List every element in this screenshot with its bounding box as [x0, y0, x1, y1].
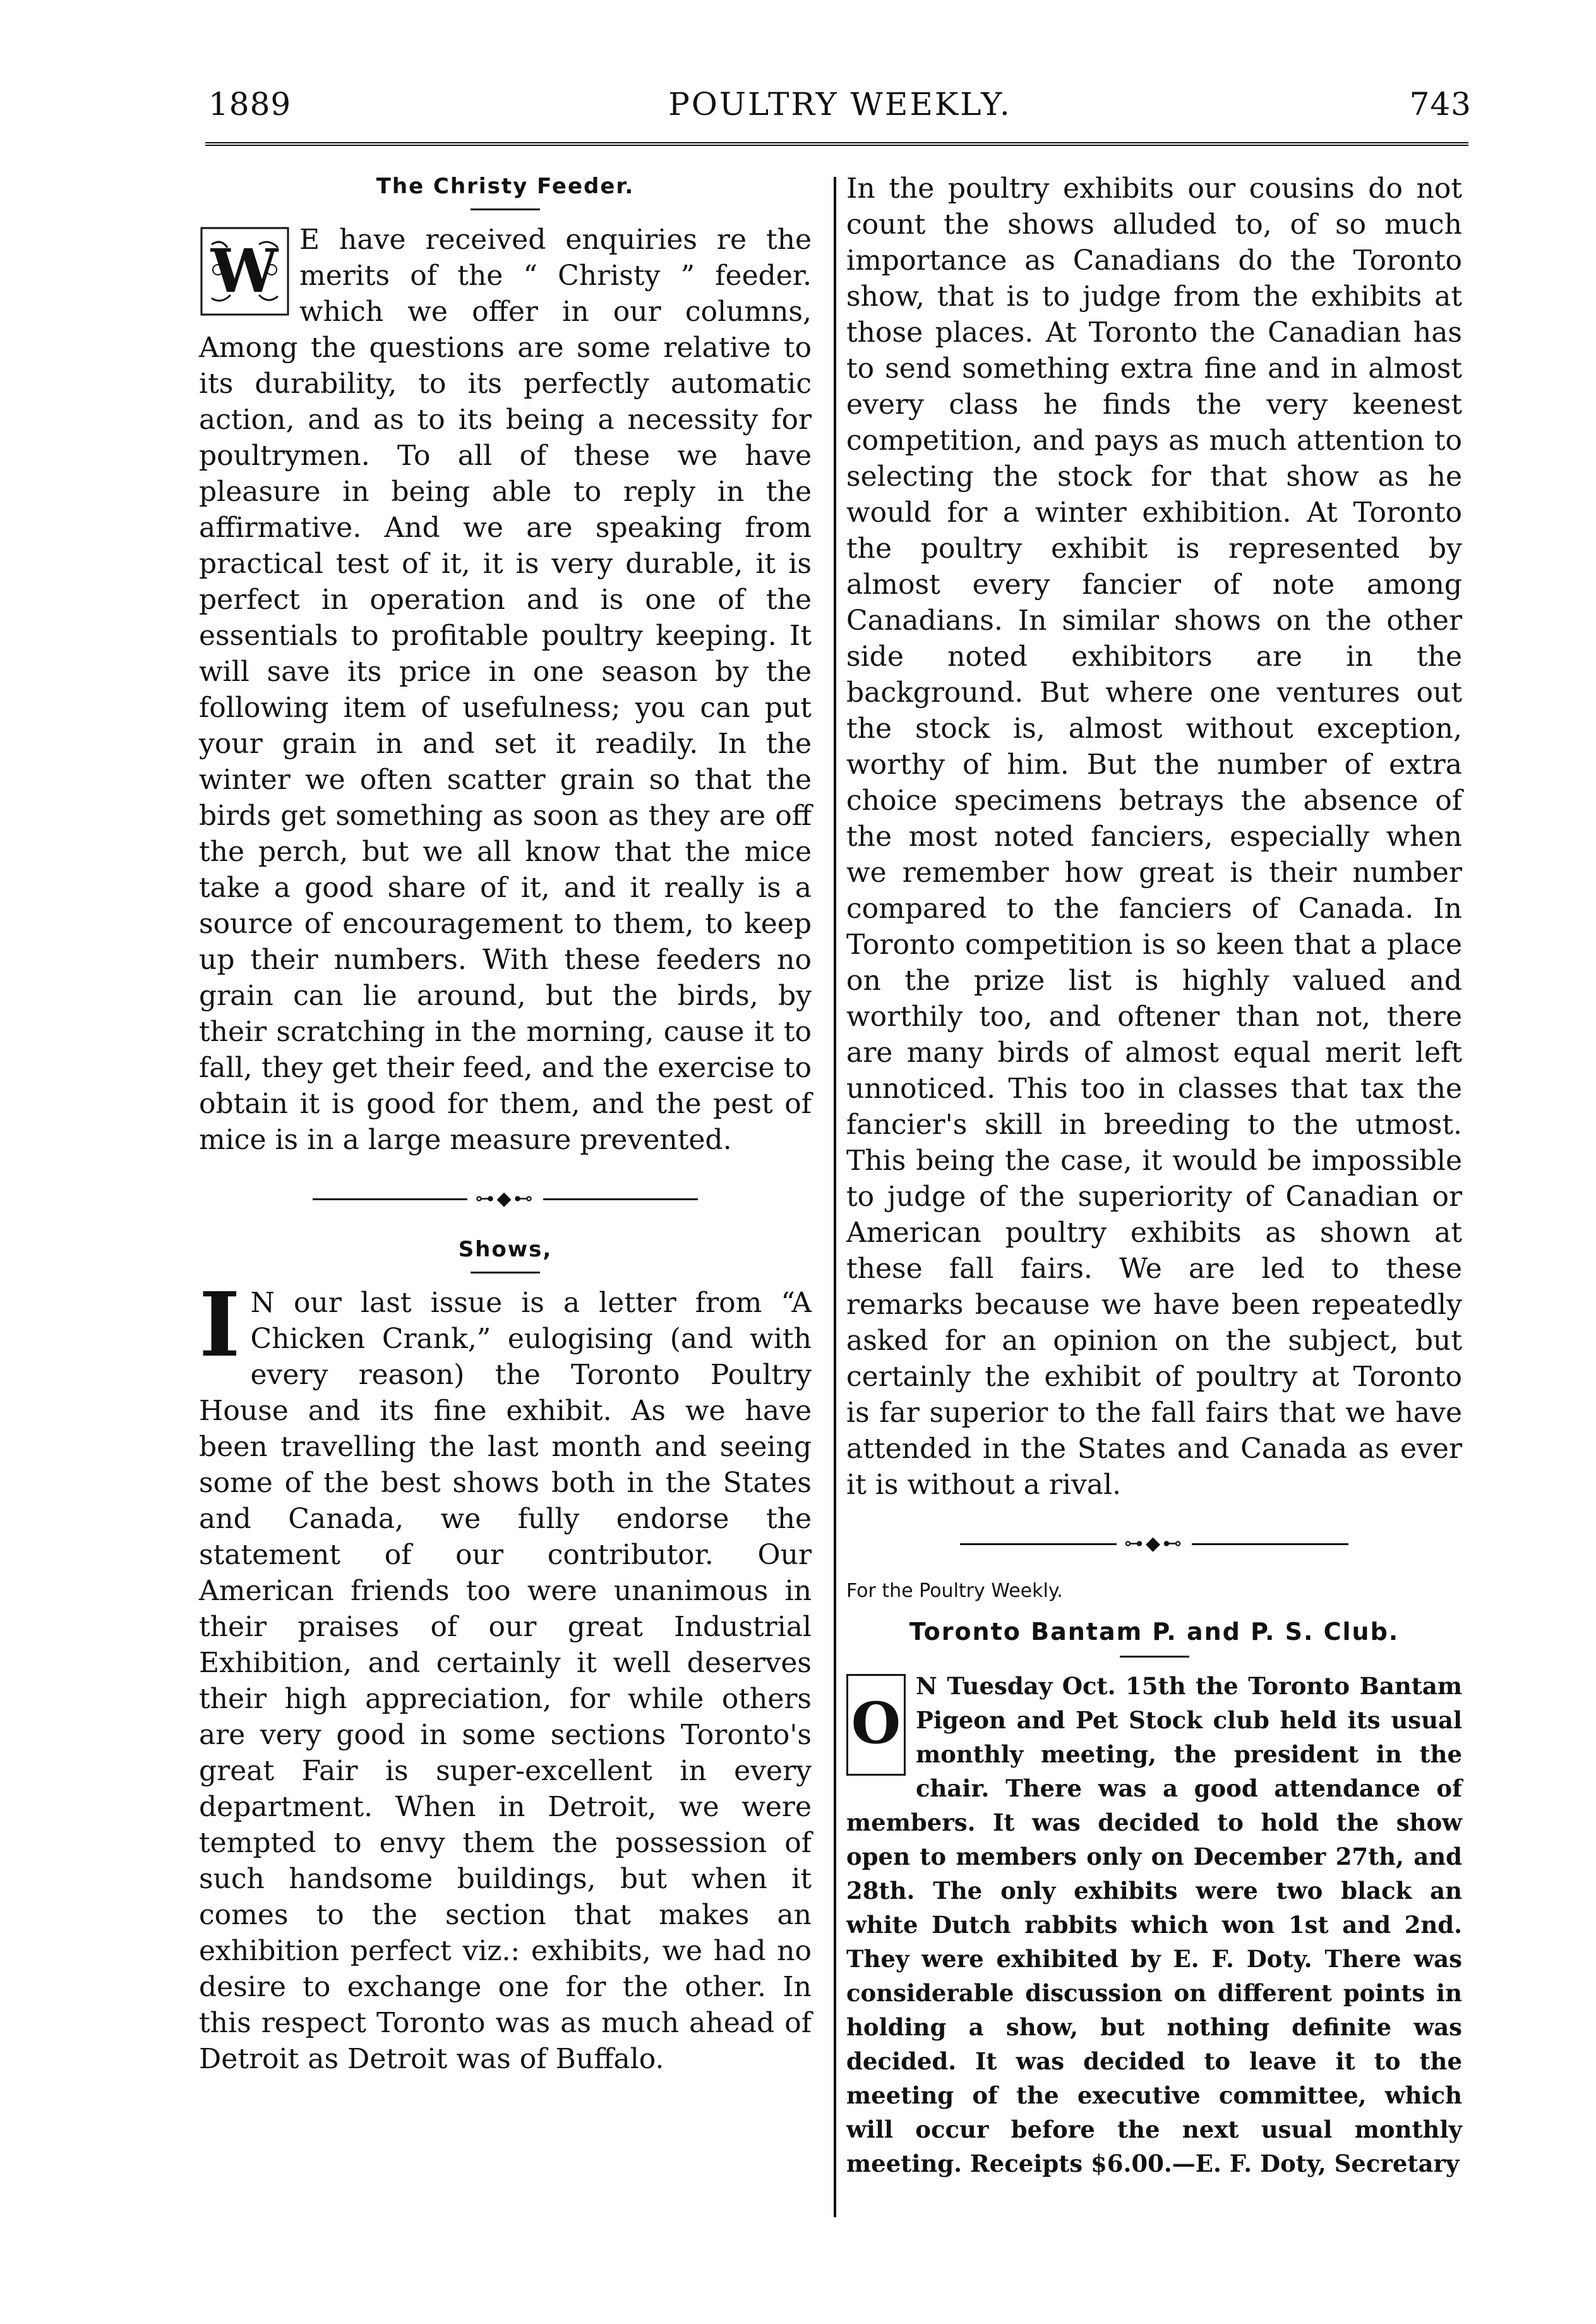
article-heading-christy-feeder: The Christy Feeder.	[376, 174, 635, 199]
ornate-dropcap-w	[199, 226, 291, 317]
page-number: 743	[1409, 86, 1472, 123]
article-heading-shows: Shows,	[458, 1237, 553, 1262]
page-header	[208, 85, 1472, 142]
svg-text:W: W	[210, 236, 279, 306]
heading-rule	[471, 208, 540, 210]
shows-continued-text: In the poultry exhibits our cousins do not count the shows alluded to, of so much importance as Canadians do the Toronto show, that is to judge from the exhibits at those places. At Toronto the Canadian has to send something extra fine and in almost every class he finds the very keenest competition, and pays as much attention to selecting the stock for that show as he would for a winter exhibition. At Toronto the poultry exhibit is represented by almost every fancier of note among Canadians. In similar shows on the other side noted exhibitors are in the background. But where one ventures out the stock is, almost without exception, worthy of him. But the number of extra choice specimens betrays the absence of the most noted fanciers, especially when we remember how great is their number compared to the fanciers of Canada. In Toronto competition is so keen that a place on the prize list is highly valued and worthily too, and oftener than not, there are many birds of almost equal merit left unnoticed. This too in classes that tax the fancier's skill in breeding to the utmost. This being the case, it would be impossible to judge of the superiority of Canadian or American poultry exhibits as shown at these fall fairs. We are led to these remarks because we have been repeatedly asked for an opinion on the subject, but certainly the exhibit of poultry at Toronto is far superior to the fall fairs that we have attended in the States and Canada as ever it is without a rival.	[846, 172, 1462, 1501]
section-divider: ⊶◆⊷	[199, 1189, 812, 1208]
article-body: E have received enquiries re the merits of the “ Christy ” feeder. which we offer in our columns, Among the questions are some relative to its durability, to its perfectly automatic action, and as to its being a necessity for poultrymen. To all of these we have pleasure in being able to reply in the affirmative. And we are speaking from practical test of it, it is very durable, it is perfect in operation and is one of the essentials to profitable poultry keeping. It will save its price in one season by the following item of usefulness; you can put your grain in and set it readily. In the winter we often scatter grain so that the birds get something as soon as they are off the perch, but we all know that the mice take a good share of it, and it really is a source of encouragement to them, to keep up their numbers. With these feeders no grain can lie around, but the birds, by their scratching in the morning, cause it to fall, they get their feed, and the exercise to obtain it is good for them, and the pest of mice is in a large measure prevented.	[199, 224, 812, 1156]
article-christy-feeder	[199, 222, 812, 1158]
publication-title: POULTRY WEEKLY.	[668, 86, 1012, 123]
column-divider	[834, 177, 836, 2217]
article-shows	[199, 1273, 812, 2077]
right-column	[846, 171, 1462, 2181]
section-divider: ⊶◆⊷	[846, 1534, 1462, 1553]
left-column	[199, 171, 812, 2077]
article-body: N our last issue is a letter from “A Chicken Crank,” eulogising (and with every reason) the Toronto Poultry House and its fine exhibit. As we have been travelling the last month and seeing some of the best shows both in the States and Canada, we fully endorse the statement of our contributor. Our American friends too were unanimous in their praises of our great Industrial Exhibition, and certainly it well deserves their high appreciation, for while others are very good in some sections Toronto's great Fair is super-excellent in every department. When in Detroit, we were tempted to envy them the possession of such handsome buildings, but when it comes to the section that makes an exhibition perfect viz.: exhibits, we had no desire to exchange one for the other. In this respect Toronto was as much ahead of Detroit as Detroit was of Buffalo.	[199, 1287, 812, 2075]
article-bantam-club	[846, 1669, 1462, 2181]
header-year: 1889	[208, 86, 292, 123]
heading-rule	[1120, 1656, 1189, 1658]
dropcap-o: O	[846, 1674, 906, 1776]
source-credit: For the Poultry Weekly.	[846, 1580, 1063, 1602]
article-heading-bantam-club: Toronto Bantam P. and P. S. Club.	[909, 1618, 1400, 1646]
header-rule	[205, 142, 1468, 146]
heading-rule	[471, 1272, 540, 1273]
dropcap-i: I	[199, 1273, 241, 1377]
article-body: N Tuesday Oct. 15th the Toronto Bantam Pigeon and Pet Stock club held its usual monthly meeting, the president in the chair. There was a good attendance of members. It was decided to hold the show open to members only on December 27th, and 28th. The only exhibits were two black an white Dutch rabbits which won 1st and 2nd. They were exhibited by E. F. Doty. There was considerable discussion on different points in holding a show, but nothing definite was decided. It was decided to leave it to the meeting of the executive committee, which will occur before the next usual monthly meeting. Receipts $6.00.—E. F. Doty, Secretary	[846, 1672, 1462, 2177]
